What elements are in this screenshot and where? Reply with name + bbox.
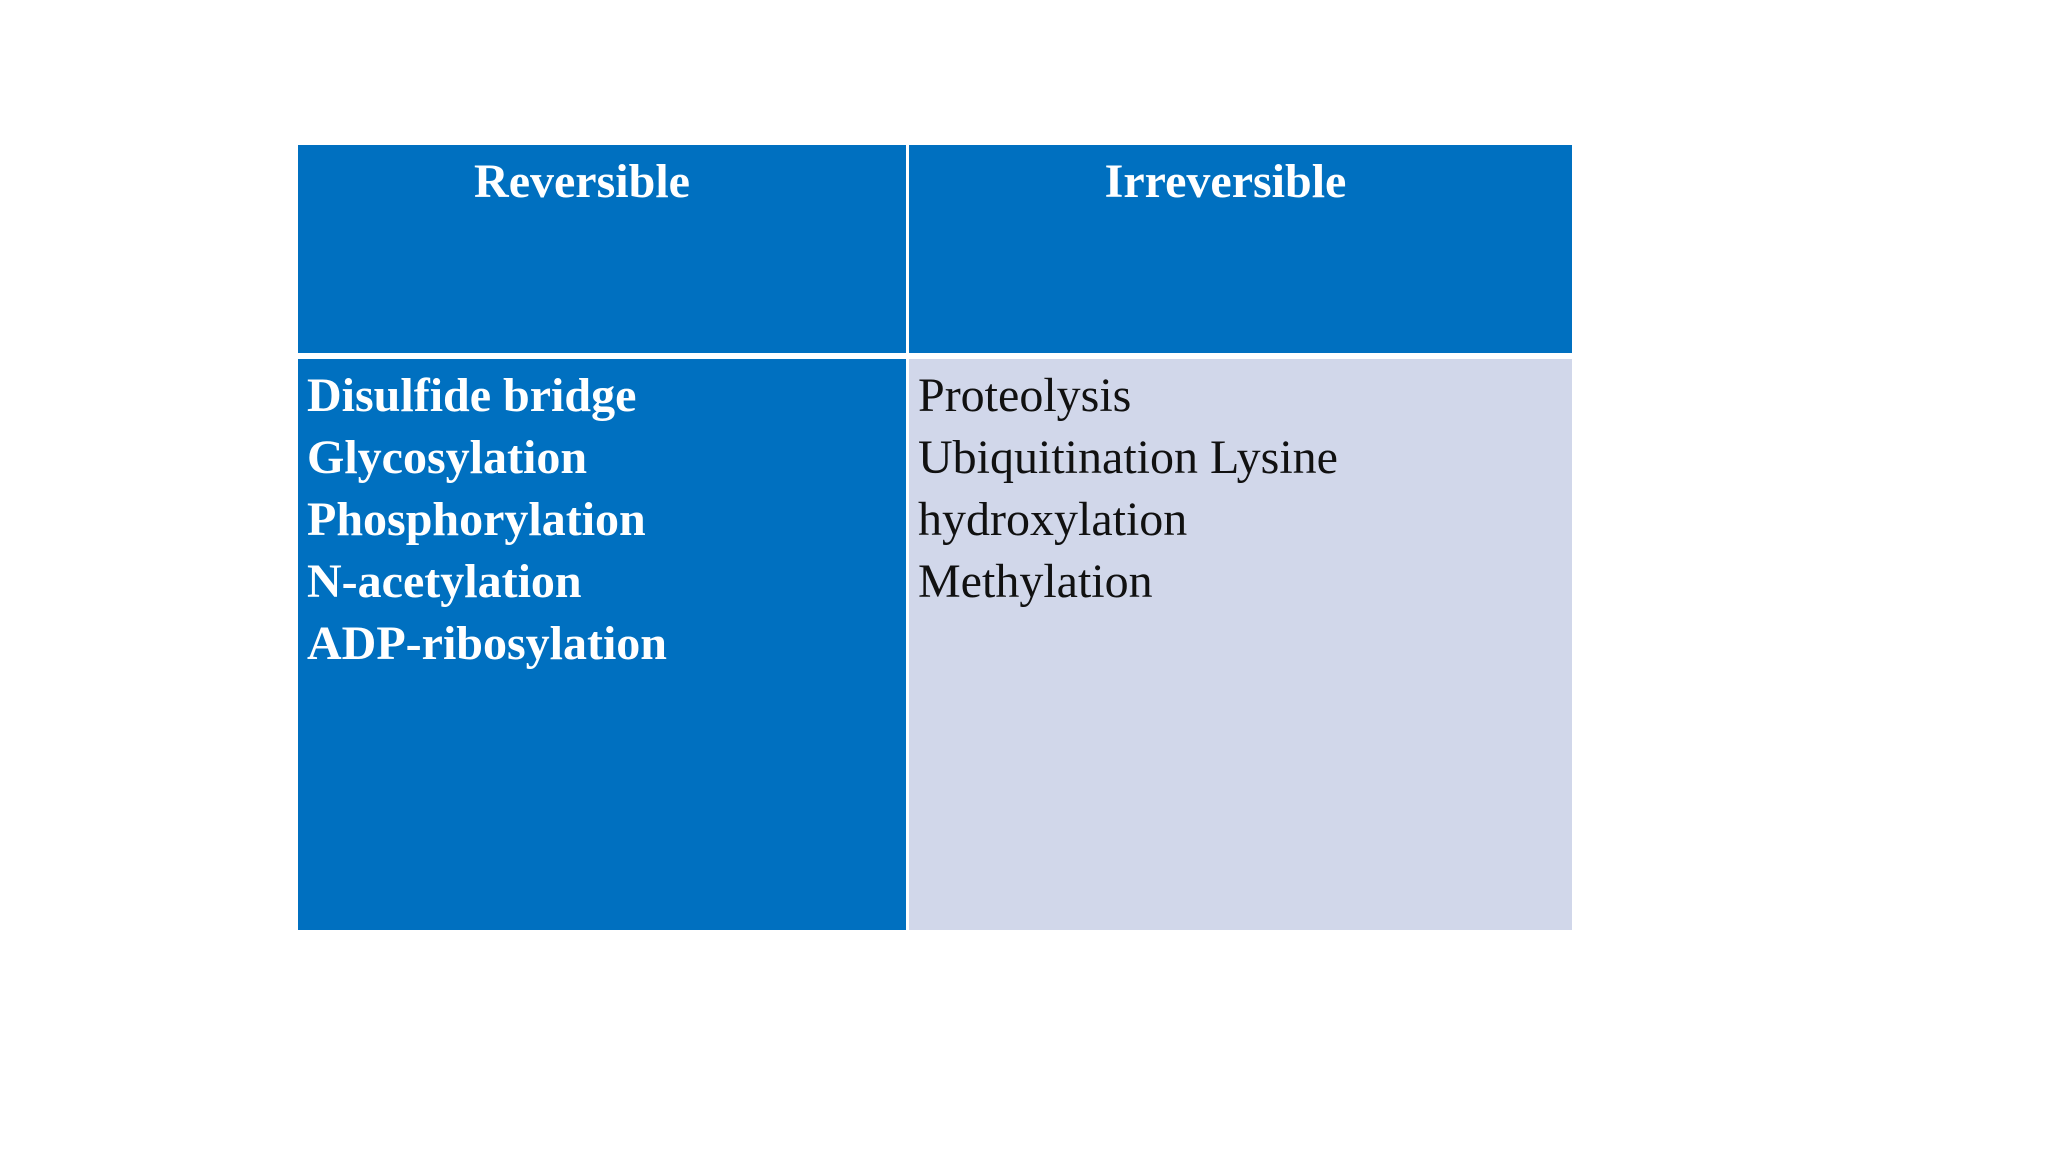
- list-item: Glycosylation: [307, 431, 588, 484]
- irreversible-list: [918, 365, 1566, 613]
- list-item: Ubiquitination Lysine: [918, 431, 1338, 484]
- list-item: Phosphorylation: [307, 493, 646, 546]
- header-irreversible: Irreversible: [1104, 155, 1347, 208]
- reversible-list: [307, 365, 900, 675]
- header-reversible: Reversible: [474, 155, 690, 208]
- irreversible-cell: [909, 359, 1572, 930]
- header-cell-reversible: [298, 145, 906, 353]
- list-item: Proteolysis: [918, 369, 1132, 422]
- list-item: Disulfide bridge: [307, 369, 637, 422]
- header-cell-irreversible: [909, 145, 1572, 353]
- modification-table: [298, 145, 1572, 930]
- list-item: ADP-ribosylation: [307, 617, 667, 670]
- list-item: hydroxylation: [918, 493, 1188, 546]
- reversible-cell: [298, 359, 906, 930]
- list-item: Methylation: [918, 555, 1153, 608]
- list-item: N-acetylation: [307, 555, 582, 608]
